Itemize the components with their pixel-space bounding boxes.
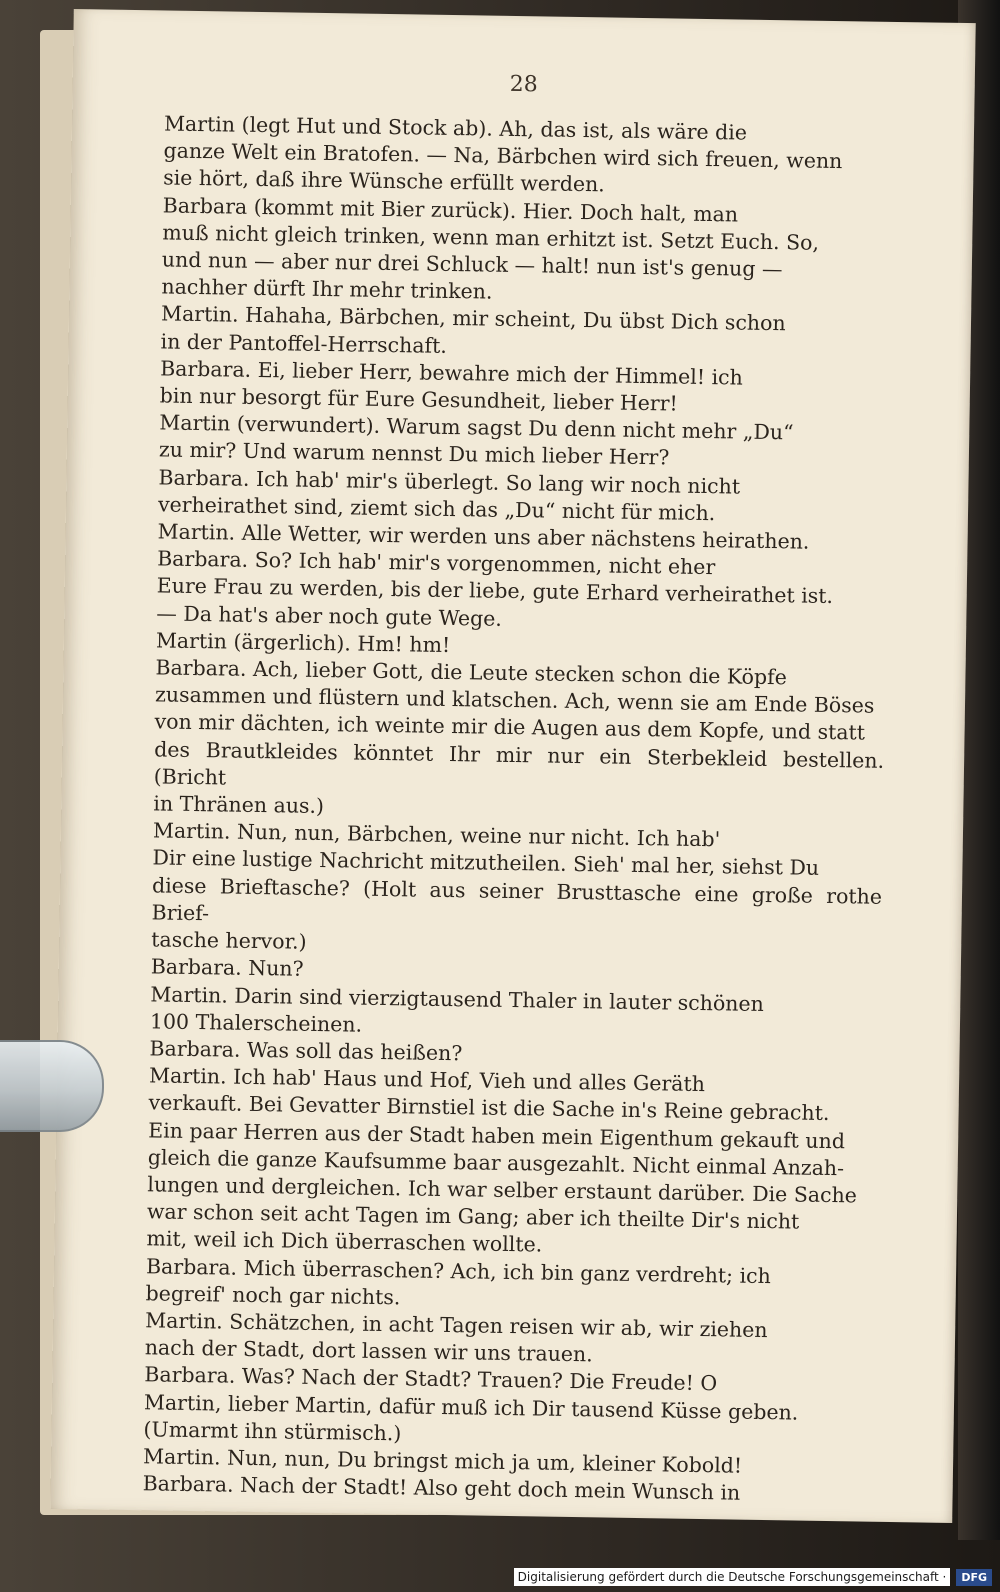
text-line: Eure Frau zu werden, bis der liebe, gute Erhard verheirathet ist. [156, 573, 834, 609]
text-line: tasche hervor.) [151, 927, 307, 954]
text-line: Barbara. So? Ich hab' mir's vorgenommen, nicht eher [157, 546, 716, 580]
text-line: in Thränen aus.) [153, 791, 325, 819]
footer-credit: Digitalisierung gefördert durch die Deutsche Forschungsgemeinschaft · [514, 1568, 951, 1586]
page-number: 28 [509, 71, 538, 98]
text-line: Martin. Nun, nun, Bärbchen, weine nur nicht. Ich hab' [152, 818, 721, 852]
text-line: gleich die ganze Kaufsumme baar ausgezahlt. Nicht einmal Anzah- [147, 1145, 845, 1180]
text-line: verheirathet sind, ziemt sich das „Du“ nicht für mich. [157, 492, 716, 525]
text-line: Barbara. Ei, lieber Herr, bewahre mich der Himmel! ich [160, 356, 744, 390]
text-line: — Da hat's aber noch gute Wege. [156, 601, 503, 631]
dfg-logo: DFG [956, 1569, 992, 1586]
text-line: Barbara. Mich überraschen? Ach, ich bin ganz verdreht; ich [145, 1253, 771, 1288]
text-line: Ein paar Herren aus der Stadt haben mein Eigenthum gekauft und [148, 1117, 846, 1153]
page-text [142, 110, 894, 1509]
text-line: in der Pantoffel-Herrschaft. [160, 329, 448, 358]
text-line: ganze Welt ein Bratofen. — Na, Bärbchen wird sich freuen, wenn [163, 138, 843, 174]
footer [514, 1566, 992, 1588]
text-line: des Brautkleides könntet Ihr mir nur ein Sterbekleid bestellen. (Bricht [153, 737, 885, 790]
text-line: sie hört, daß ihre Wünsche erfüllt werden. [163, 165, 605, 197]
text-line: Martin. Alle Wetter, wir werden uns aber nächstens heirathen. [157, 519, 810, 554]
text-line: Martin. Ich hab' Haus und Hof, Vieh und alles Geräth [148, 1063, 706, 1097]
text-line: diese Brieftasche? (Holt aus seiner Brusttasche eine große rothe Brief- [151, 873, 883, 926]
text-line: lungen und dergleichen. Ich war selber erstaunt darüber. Die Sache [147, 1172, 858, 1208]
text-line: Martin (verwundert). Warum sagst Du denn nicht mehr „Du“ [159, 410, 794, 445]
text-line: Martin. Schätzchen, in acht Tagen reisen wir ab, wir ziehen [145, 1308, 768, 1343]
text-line: zusammen und flüstern und klatschen. Ach, wenn sie am Ende Böses [154, 682, 875, 718]
text-line: war schon seit acht Tagen im Gang; aber ich theilte Dir's nicht [146, 1199, 800, 1234]
text-line: zu mir? Und warum nennst Du mich lieber Herr? [158, 437, 670, 470]
text-line: Barbara. Ich hab' mir's überlegt. So lang wir noch nicht [158, 465, 741, 499]
text-line: Martin. Hahaha, Bärbchen, mir scheint, Du übst Dich schon [160, 301, 786, 336]
text-line: Barbara. Nach der Stadt! Also geht doch mein Wunsch in [142, 1471, 741, 1505]
text-line: muß nicht gleich trinken, wenn man erhitzt ist. Setzt Euch. So, [162, 220, 820, 255]
text-line: Barbara (kommt mit Bier zurück). Hier. Doch halt, man [162, 193, 739, 227]
text-line: Martin (legt Hut und Stock ab). Ah, das ist, als wäre die [163, 111, 748, 145]
text-line: Barbara. Was soll das heißen? [149, 1036, 463, 1066]
text-line: nachher dürft Ihr mehr trinken. [161, 274, 493, 304]
text-line: mit, weil ich Dich überraschen wollte. [146, 1226, 543, 1257]
text-line: bin nur besorgt für Eure Gesundheit, lieber Herr! [159, 383, 678, 416]
text-line: Martin. Darin sind vierzigtausend Thaler in lauter schönen [150, 981, 765, 1016]
text-line: Barbara. Nun? [150, 954, 304, 982]
text-line: und nun — aber nur drei Schluck — halt! nun ist's genug — [161, 247, 783, 282]
text-line: von mir dächten, ich weinte mir die Augen aus dem Kopfe, und statt [154, 709, 866, 745]
text-line: Martin, lieber Martin, dafür muß ich Dir tausend Küsse geben. [143, 1389, 799, 1425]
text-line: Barbara. Ach, lieber Gott, die Leute stecken schon die Köpfe [155, 655, 788, 690]
book-page [50, 9, 975, 1523]
text-line: 100 Thalerscheinen. [149, 1009, 363, 1037]
text-line: begreif' noch gar nichts. [145, 1281, 401, 1310]
page-tab-marker [0, 1040, 104, 1132]
text-line: Barbara. Was? Nach der Stadt? Trauen? Die Freude! O [144, 1362, 718, 1396]
text-line: nach der Stadt, dort lassen wir uns trauen. [144, 1335, 593, 1367]
text-line: verkauft. Bei Gevatter Birnstiel ist die Sache in's Reine gebracht. [148, 1090, 830, 1126]
text-line: Martin (ärgerlich). Hm! hm! [155, 628, 451, 657]
text-line: Martin. Nun, nun, Du bringst mich ja um, kleiner Kobold! [142, 1444, 743, 1478]
text-line: (Umarmt ihn stürmisch.) [143, 1417, 402, 1446]
text-line: Dir eine lustige Nachricht mitzutheilen. Sieh' mal her, siehst Du [152, 845, 820, 881]
